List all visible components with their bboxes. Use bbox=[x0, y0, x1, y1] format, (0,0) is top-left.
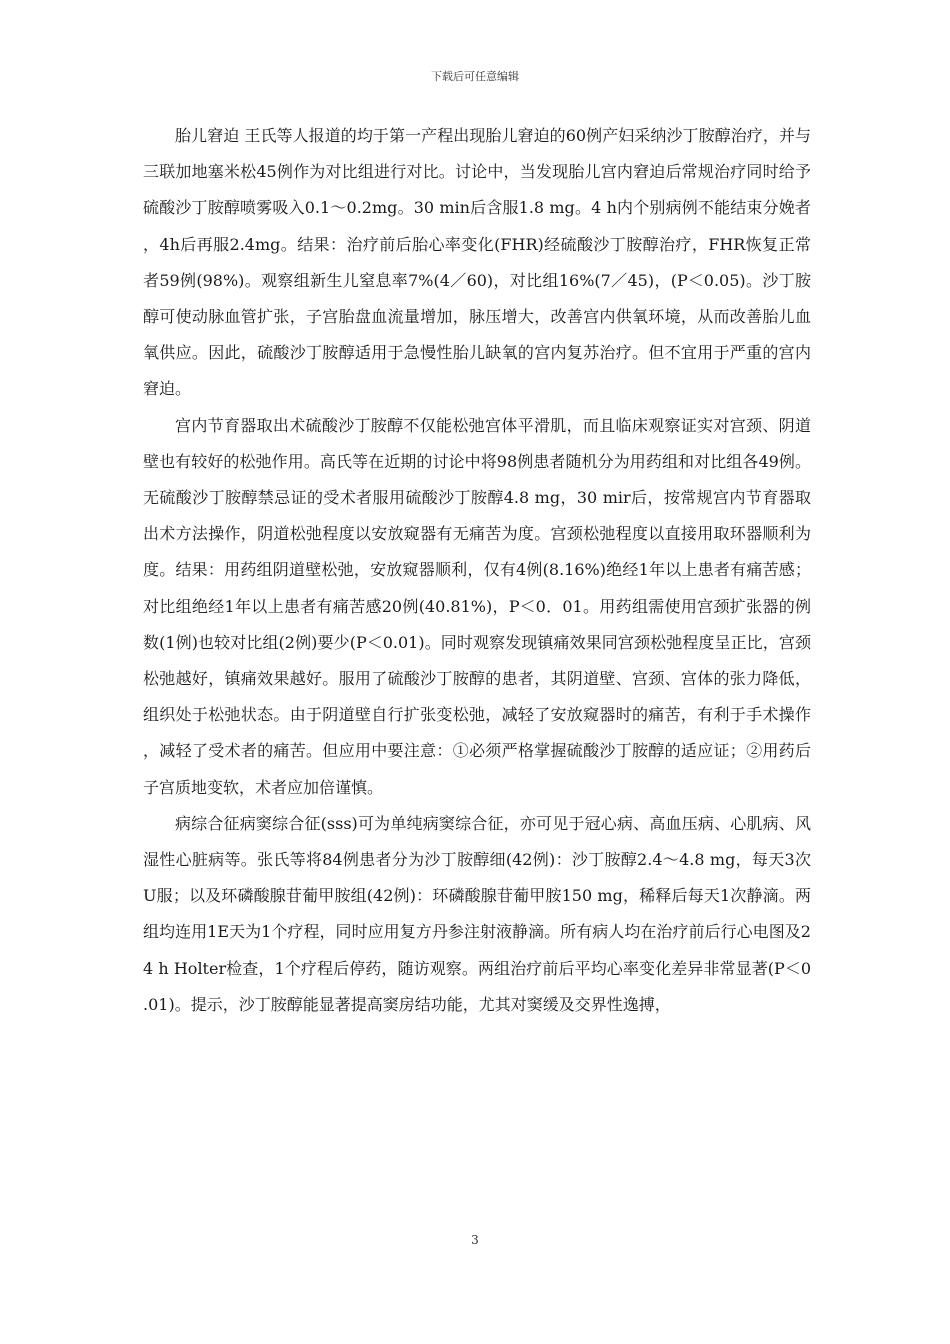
body-text bbox=[143, 118, 811, 1023]
paragraph-sick-sinus-syndrome: 病综合征病窦综合征(sss)可为单纯病窦综合征，亦可见于冠心病、高血压病、心肌病、风湿性心脏病等。张氏等将84例患者分为沙丁胺醇细(42例)：沙丁胺醇2.4～4.8 mg，每天3次U服；以及环磷酸腺苷葡甲胺组(42例)：环磷酸腺苷葡甲胺150 mg，稀释后每天1次静滴。两组均连用1E天为1个疗程，同时应用复方丹参注射液静滴。所有病人均在治疗前后行心电图及24 h Holter检查，1个疗程后停药，随访观察。两组治疗前后平均心率变化差异非常显著(P＜0.01)。提示，沙丁胺醇能显著提高窦房结功能，尤其对窦缓及交界性逸搏， bbox=[143, 813, 811, 1014]
paragraph-iud-removal: 宫内节育器取出术硫酸沙丁胺醇不仅能松弛宫体平滑肌，而且临床观察证实对宫颈、阴道壁也有较好的松弛作用。高氏等在近期的讨论中将98例患者随机分为用药组和对比组各49例。无硫酸沙丁胺醇禁忌证的受术者服用硫酸沙丁胺醇4.8 mg，30 mir后，按常规宫内节育器取出术方法操作，阴道松弛程度以安放窥器有无痛苦为度。宫颈松弛程度以直接用取环器顺利为度。结果：用药组阴道壁松弛，安放窥器顺利，仅有4例(8.16%)绝经1年以上患者有痛苦感；对比组绝经1年以上患者有痛苦感20例(40.81%)，P＜0．01。用药组需使用宫颈扩张器的例数(1例)也较对比组(2例)要少(P＜0.01)。同时观察发现镇痛效果同宫颈松弛程度呈正比，宫颈松弛越好，镇痛效果越好。服用了硫酸沙丁胺醇的患者，其阴道壁、宫颈、宫体的张力降低，组织处于松弛状态。由于阴道壁自行扩张变松弛，减轻了安放窥器时的痛苦，有利于手术操作，减轻了受术者的痛苦。但应用中要注意：①必须严格掌握硫酸沙丁胺醇的适应证；②用药后子宫质地变软，术者应加倍谨慎。 bbox=[143, 415, 811, 797]
paragraph-fetal-distress: 胎儿窘迫 王氏等人报道的均于第一产程出现胎儿窘迫的60例产妇采纳沙丁胺醇治疗，并与三联加地塞米松45例作为对比组进行对比。讨论中，当发现胎儿宫内窘迫后常规治疗同时给予硫酸沙丁胺醇喷雾吸入0.1～0.2mg。30 min后含服1.8 mg。4 h内个别病例不能结束分娩者，4h后再服2.4mg。结果：治疗前后胎心率变化(FHR)经硫酸沙丁胺醇治疗，FHR恢复正常者59例(98%)。观察组新生儿窒息率7%(4／60)，对比组16%(7／45)，(P＜0.05)。沙丁胺醇可使动脉血管扩张，子宫胎盘血流量增加，脉压增大，改善宫内供氧环境，从而改善胎儿血氧供应。因此，硫酸沙丁胺醇适用于急慢性胎儿缺氧的宫内复苏治疗。但不宜用于严重的宫内窘迫。 bbox=[143, 126, 811, 399]
page-header: 下载后可任意编辑 bbox=[431, 70, 519, 83]
page-number: 3 bbox=[471, 1233, 479, 1247]
